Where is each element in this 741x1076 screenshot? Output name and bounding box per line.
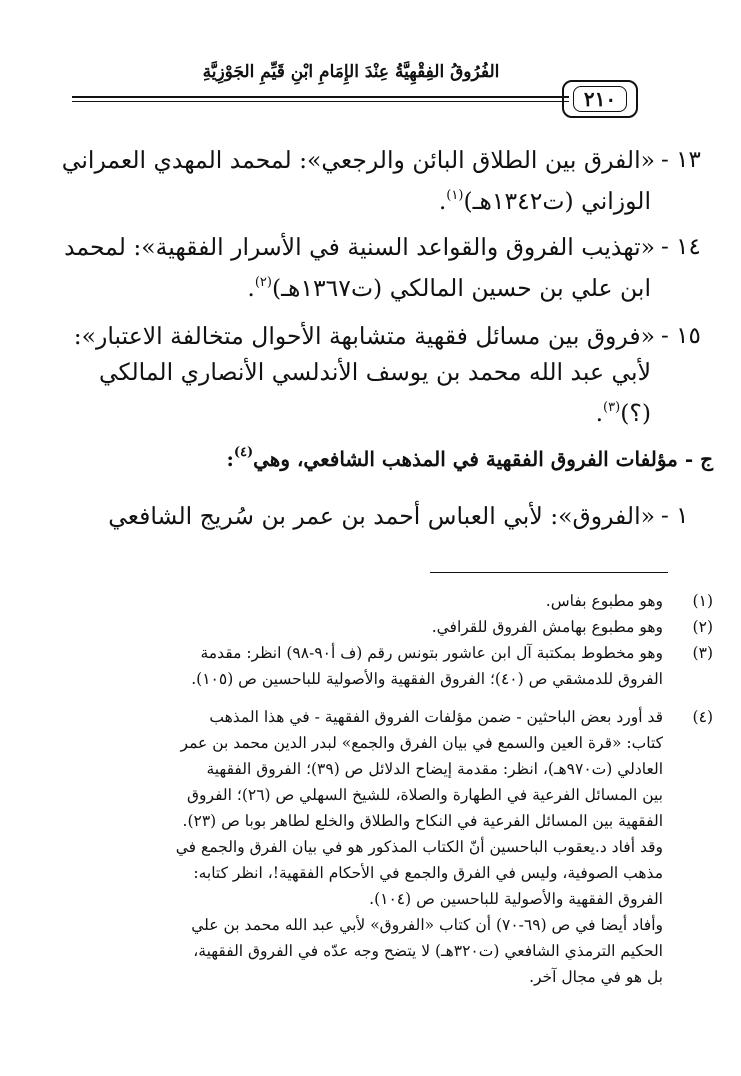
item-tail: .: [247, 274, 255, 302]
list-item-14: [64, 229, 701, 306]
footnote-line: الحكيم الترمذي الشافعي (ت٣٢٠هـ) لا يتضح وجه عدّه في الفروق الفقهية،: [193, 942, 663, 960]
footnote-ref: (١): [446, 188, 464, 203]
footnote-line: وقد أفاد د.يعقوب الباحسين أنّ الكتاب المذكور هو في بيان الفرق والجمع في: [175, 838, 663, 856]
item-number: ١٤ -: [661, 234, 701, 260]
item-text: الوزاني (ت١٣٤٢هـ): [463, 187, 651, 215]
footnote-4: [75, 704, 713, 990]
list-item-shafii-1: [73, 498, 689, 534]
running-header-title: الفُرُوقُ الفِقْهِيَّةُ عِنْدَ الإِمَامِ ابْنِ قَيِّمِ الجَوْزِيَّةِ: [202, 62, 500, 82]
footnote-line: وأفاد أيضا في ص (٦٩-٧٠) أن كتاب «الفروق» لأبي عبد الله محمد بن علي: [191, 916, 663, 934]
footnote-number: (٢): [692, 618, 713, 636]
footnote-line: الفروق الفقهية والأصولية للباحسين ص (١٠٤).: [369, 890, 663, 908]
list-item-15: [73, 318, 701, 431]
footnote-line: كتاب: «قرة العين والسمع في بيان الفرق والجمع» لبدر الدين محمد بن عمر: [180, 734, 663, 752]
item-line-last: [73, 390, 655, 431]
item-line: «تهذيب الفروق والقواعد السنية في الأسرار الفقهية»: لمحمد: [64, 233, 655, 261]
footnote-line: وهو مطبوع بهامش الفروق للقرافي.: [431, 618, 663, 636]
list-item-13: [61, 142, 701, 219]
footnote-line: بل هو في مجال آخر.: [529, 968, 663, 986]
footnote-line: وهو مخطوط بمكتبة آل ابن عاشور بتونس رقم (ف أ٩٠-٩٨) انظر: مقدمة: [200, 644, 663, 662]
item-number: ١٥ -: [661, 323, 701, 349]
item-line-last: [73, 178, 655, 219]
footnote-line: بين المسائل الفرعية في الطهارة والصلاة، للشيخ السهلي ص (٢٦)؛ الفروق: [187, 786, 663, 804]
item-line-last: [73, 265, 655, 306]
item-line: «الفروق»: لأبي العباس أحمد بن عمر بن سُريج الشافعي: [108, 502, 655, 530]
footnote-number: (٤): [692, 708, 713, 726]
page-number: ٢١٠: [573, 86, 627, 112]
footnote-2: [75, 614, 713, 640]
header-rule: [72, 96, 569, 98]
section-heading-tail: :: [226, 447, 234, 471]
footnote-number: (١): [692, 592, 713, 610]
footnote-ref: (٤): [233, 445, 254, 460]
item-text: ابن علي بن حسين المالكي (ت١٣٦٧هـ): [271, 274, 651, 302]
footnote-line: وهو مطبوع بفاس.: [545, 592, 663, 610]
item-number: ١٣ -: [661, 147, 701, 173]
footnote-line: قد أورد بعض الباحثين - ضمن مؤلفات الفروق الفقهية - في هذا المذهب: [209, 708, 663, 726]
footnote-3: [75, 640, 713, 692]
footnote-separator: [430, 572, 668, 573]
footnote-ref: (٣): [603, 400, 621, 415]
footnote-line: الفقهية بين المسائل الفرعية في النكاح والطلاق والخلع لطاهر بوبا ص (٢٣).: [182, 812, 663, 830]
section-heading: [73, 445, 713, 471]
header-rule-thin: [72, 101, 569, 102]
footnote-number: (٣): [692, 644, 713, 662]
footnote-line: العادلي (ت٩٧٠هـ)، انظر: مقدمة إيضاح الدلائل ص (٣٩)؛ الفروق الفقهية: [206, 760, 663, 778]
item-number: ١ -: [661, 503, 689, 529]
item-tail: .: [438, 187, 447, 215]
section-heading-text: ج - مؤلفات الفروق الفقهية في المذهب الشافعي، وهي: [253, 447, 713, 471]
item-tail: .: [595, 399, 604, 427]
item-text: (؟): [620, 399, 651, 427]
footnote-1: [75, 588, 713, 614]
item-line: «الفرق بين الطلاق البائن والرجعي»: لمحمد المهدي العمراني: [61, 146, 655, 174]
item-line: «فروق بين مسائل فقهية متشابهة الأحوال متخالفة الاعتبار»:: [73, 322, 655, 350]
footnote-line: مذهب الصوفية، وليس في الفرق والجمع في الأحكام الفقهية!، انظر كتابه:: [193, 864, 663, 882]
page-number-frame: [562, 80, 638, 118]
footnote-ref: (٢): [254, 275, 272, 290]
item-line: لأبي عبد الله محمد بن يوسف الأندلسي الأنصاري المالكي: [98, 358, 651, 386]
footnote-line: الفروق للدمشقي ص (٤٠)؛ الفروق الفقهية والأصولية للباحسين ص (١٠٥).: [191, 670, 663, 688]
